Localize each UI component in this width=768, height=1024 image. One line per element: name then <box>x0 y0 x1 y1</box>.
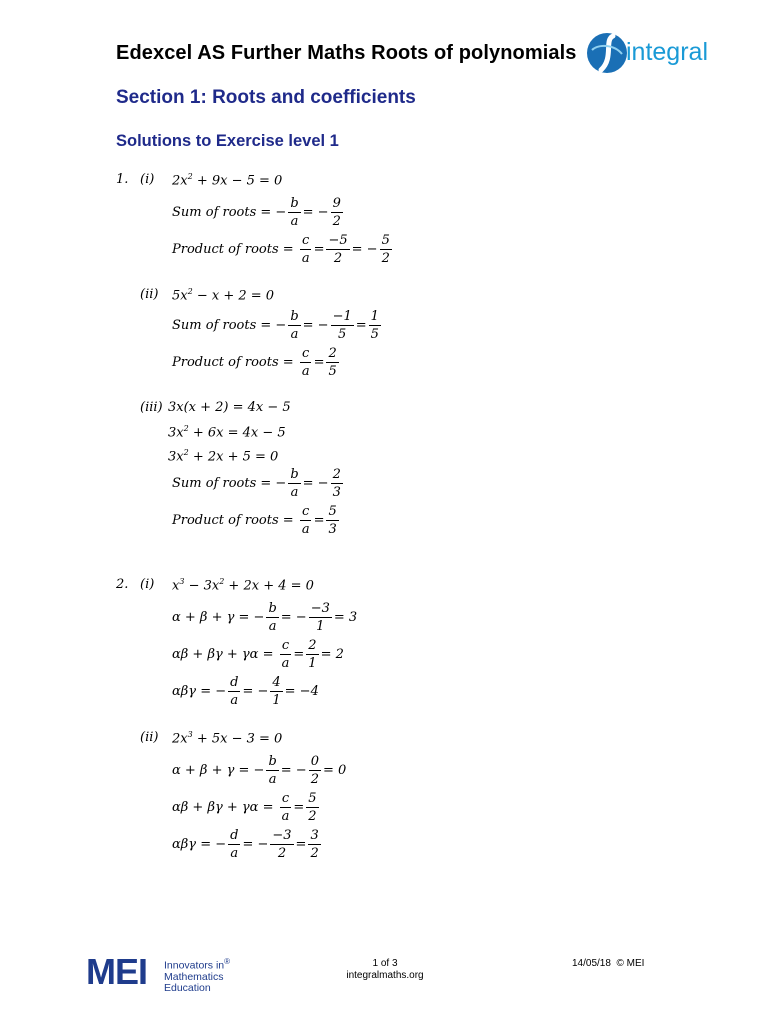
product-of-roots-line: αβγ = − $\frac{d}{a}$ = − $\frac{-3}{2}$ = $\frac{3}{2}$ <box>172 828 319 861</box>
mei-tagline: Innovators in® Mathematics Education <box>164 957 231 994</box>
sum-of-roots-line: Sum of roots = − $\frac{b}{a}$ = − $\frac{9}{2}$ <box>172 196 341 229</box>
sum-of-roots-line: Sum of roots = − $\frac{b}{a}$ = − $\frac{2}{3}$ <box>172 467 341 500</box>
sum-of-roots-line: Sum of roots = − $\frac{b}{a}$ = − $\frac{-1}{5}$ = $\frac{1}{5}$ <box>172 309 379 342</box>
sum-of-roots-line: α + β + γ = − $\frac{b}{a}$ = − $\frac{0}{2}$ = 0 <box>172 754 347 787</box>
equation: $3x^2 + 2x + 5 = 0$ <box>168 448 279 465</box>
part-label: (iii) <box>140 400 163 415</box>
question-number: 1. <box>116 172 129 187</box>
page-info <box>340 958 430 982</box>
exercise-subtitle: Solutions to Exercise level 1 <box>116 132 339 150</box>
section-title: Section 1: Roots and coefficients <box>116 87 416 108</box>
equation: 3x(x + 2) = 4x − 5 <box>168 400 291 415</box>
part-label: (ii) <box>140 730 159 745</box>
product-of-roots-line: αβγ = − $\frac{d}{a}$ = − $\frac{4}{1}$ = −4 <box>172 675 319 708</box>
footer-date: 14/05/18 © MEI <box>572 958 645 969</box>
pair-products-line: αβ + βγ + γα = $\frac{c}{a}$ = $\frac{5}{2}$ <box>172 791 317 824</box>
integral-logo <box>584 28 734 78</box>
product-of-roots-line: Product of roots = $\frac{c}{a}$ = $\frac{2}{5}$ <box>172 346 337 379</box>
page-number: 1 of 3 <box>372 958 398 969</box>
equation: $5x^2 - x + 2 = 0$ <box>172 287 275 304</box>
pair-products-line: αβ + βγ + γα = $\frac{c}{a}$ = $\frac{2}{1}$ = 2 <box>172 638 344 671</box>
equation: $2x^2 + 9x - 5 = 0$ <box>172 172 283 189</box>
logo-text: integral <box>626 38 708 66</box>
equation: $3x^2 + 6x = 4x - 5$ <box>168 424 286 441</box>
equation: $2x^3 + 5x - 3 = 0$ <box>172 730 283 747</box>
mei-wordmark: MEI <box>86 951 148 992</box>
part-label: (ii) <box>140 287 159 302</box>
mei-logo <box>86 951 231 994</box>
integral-logo-icon <box>584 28 630 78</box>
sum-of-roots-line: α + β + γ = − $\frac{b}{a}$ = − $\frac{-3}{1}$ = 3 <box>172 601 358 634</box>
part-label: (i) <box>140 172 155 187</box>
part-label: (i) <box>140 577 155 592</box>
document-header-title: Edexcel AS Further Maths Roots of polynomials <box>116 42 577 64</box>
equation: $x^3 - 3x^2 + 2x + 4 = 0$ <box>172 577 314 594</box>
question-number: 2. <box>116 577 129 592</box>
product-of-roots-line: Product of roots = $\frac{c}{a}$ = $\frac{5}{3}$ <box>172 504 337 537</box>
site-link[interactable]: integralmaths.org <box>346 970 424 981</box>
product-of-roots-line: Product of roots = $\frac{c}{a}$ = $\frac{-5}{2}$ = − $\frac{5}{2}$ <box>172 233 390 266</box>
